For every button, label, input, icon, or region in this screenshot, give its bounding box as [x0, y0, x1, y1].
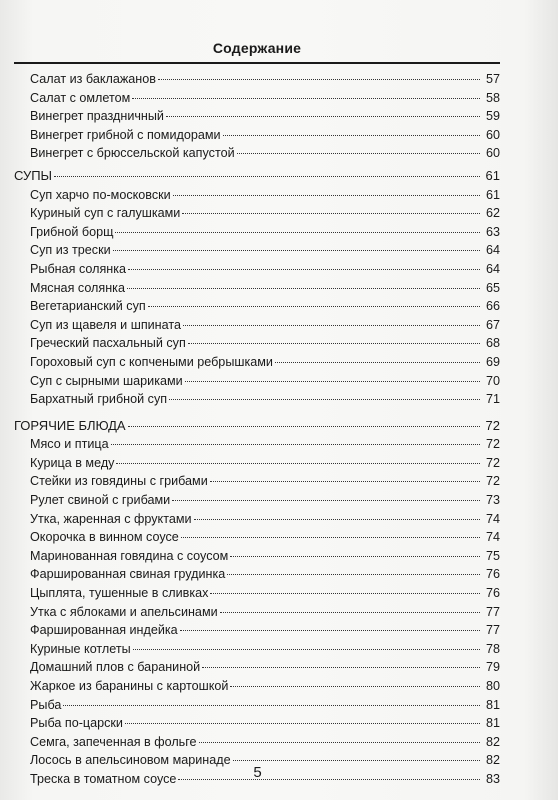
toc-entry-page: 83: [485, 771, 500, 786]
toc-entry-page: 72: [485, 437, 500, 452]
toc-entry: [14, 528, 500, 547]
toc-entry: [14, 70, 500, 89]
toc-entry-page: 78: [485, 641, 500, 656]
toc-entry-title: Рыбная солянка: [30, 261, 127, 276]
toc-entry-title: Куриные котлеты: [30, 641, 131, 656]
toc-entry-page: 76: [485, 586, 500, 601]
toc-entry-title: Мясо и птица: [30, 437, 109, 452]
dot-leader: [237, 153, 480, 154]
toc-entry: [14, 677, 500, 696]
toc-entry-title: Фаршированная свиная грудинка: [30, 567, 226, 582]
toc-entry-page: 72: [485, 455, 500, 470]
page-number: 5: [253, 764, 262, 781]
table-of-contents: [14, 70, 500, 789]
toc-entry-title: ГОРЯЧИЕ БЛЮДА: [14, 417, 126, 433]
toc-section: [14, 167, 500, 186]
page-title: Содержание: [212, 40, 302, 56]
toc-entry-title: Курица в меду: [30, 455, 115, 470]
dot-leader: [111, 444, 480, 445]
toc-entry-title: Цыплята, тушенные в сливках: [30, 586, 209, 601]
toc-entry-title: Вегетарианский суп: [30, 299, 146, 314]
toc-entry-page: 68: [485, 336, 500, 351]
toc-entry-page: 70: [485, 373, 500, 388]
toc-entry: [14, 241, 500, 260]
toc-entry-page: 66: [485, 299, 500, 314]
toc-entry-page: 75: [485, 548, 500, 563]
toc-entry-title: Рыба: [30, 697, 62, 712]
toc-entry-title: Утка с яблоками и апельсинами: [30, 604, 218, 619]
toc-entry: [14, 144, 500, 163]
dot-leader: [275, 362, 480, 363]
toc-entry-title: Гороховый суп с копчеными ребрышками: [30, 354, 273, 369]
toc-entry-page: 62: [485, 206, 500, 221]
dot-leader: [128, 426, 480, 427]
dot-leader: [125, 723, 480, 724]
dot-leader: [148, 306, 480, 307]
toc-entry-page: 60: [485, 127, 500, 142]
dot-leader: [220, 612, 480, 613]
dot-leader: [158, 79, 480, 80]
dot-leader: [63, 705, 480, 706]
toc-entry-title: Суп из щавеля и шпината: [30, 317, 181, 332]
toc-entry-page: 72: [485, 474, 500, 489]
toc-entry-title: Мясная солянка: [30, 280, 125, 295]
toc-entry: [14, 223, 500, 242]
dot-leader: [227, 574, 480, 575]
dot-leader: [169, 399, 480, 400]
dot-leader: [128, 269, 480, 270]
dot-leader: [202, 667, 480, 668]
toc-entry-page: 76: [485, 567, 500, 582]
toc-entry: [14, 510, 500, 529]
toc-entry: [14, 260, 500, 279]
toc-entry: [14, 696, 500, 715]
dot-leader: [194, 519, 480, 520]
dot-leader: [127, 288, 480, 289]
dot-leader: [116, 463, 480, 464]
toc-entry: [14, 107, 500, 126]
toc-entry-title: Домашний плов с бараниной: [30, 660, 201, 675]
dot-leader: [133, 649, 480, 650]
dot-leader: [183, 325, 480, 326]
toc-entry-title: Винегрет праздничный: [30, 109, 164, 124]
toc-entry-title: Салат из баклажанов: [30, 72, 156, 86]
toc-entry-page: 67: [485, 317, 500, 332]
toc-entry-page: 71: [485, 392, 500, 407]
toc-entry: [14, 714, 500, 733]
toc-entry-page: 69: [485, 354, 500, 369]
toc-entry: [14, 547, 500, 566]
toc-entry-title: Винегрет грибной с помидорами: [30, 127, 221, 142]
toc-entry-page: 77: [485, 623, 500, 638]
toc-entry-page: 74: [485, 530, 500, 545]
toc-entry-page: 77: [485, 604, 500, 619]
toc-entry: [14, 353, 500, 372]
toc-entry-title: Фаршированная индейка: [30, 623, 178, 638]
toc-entry: [14, 435, 500, 454]
toc-entry-title: Салат с омлетом: [30, 90, 131, 105]
toc-entry-page: 72: [485, 417, 500, 433]
dot-leader: [210, 481, 480, 482]
toc-entry-title: Рыба по-царски: [30, 716, 123, 731]
toc-entry-page: 61: [485, 187, 500, 202]
toc-entry-title: Стейки из говядины с грибами: [30, 474, 208, 489]
toc-entry-page: 59: [485, 109, 500, 124]
toc-entry-page: 79: [485, 660, 500, 675]
toc-entry-title: Утка, жаренная с фруктами: [30, 511, 192, 526]
toc-entry: [14, 89, 500, 108]
toc-entry: [14, 279, 500, 298]
toc-entry-title: Треска в томатном соусе: [30, 771, 177, 786]
toc-entry: [14, 126, 500, 145]
toc-entry-page: 60: [485, 146, 500, 161]
dot-leader: [115, 232, 480, 233]
toc-entry: [14, 733, 500, 752]
toc-entry-title: Рулет свиной с грибами: [30, 493, 171, 508]
dot-leader: [181, 537, 480, 538]
toc-entry: [14, 297, 500, 316]
dot-leader: [199, 742, 480, 743]
toc-entry-page: 74: [485, 511, 500, 526]
toc-entry-page: 73: [485, 493, 500, 508]
dot-leader: [132, 98, 480, 99]
dot-leader: [182, 213, 480, 214]
toc-entry-title: Винегрет с брюссельской капустой: [30, 146, 235, 161]
toc-entry-page: 61: [485, 167, 500, 183]
toc-entry-page: 81: [485, 716, 500, 731]
header-rule: [14, 62, 500, 64]
toc-entry: [14, 204, 500, 223]
dot-leader: [185, 381, 480, 382]
dot-leader: [54, 176, 480, 177]
toc-entry-title: Окорочка в винном соусе: [30, 530, 179, 545]
dot-leader: [180, 630, 480, 631]
toc-entry-title: Греческий пасхальный суп: [30, 336, 186, 351]
toc-entry: [14, 454, 500, 473]
toc-entry-title: Суп из трески: [30, 243, 111, 258]
toc-entry: [14, 472, 500, 491]
dot-leader: [188, 343, 480, 344]
toc-entry-title: Маринованная говядина с соусом: [30, 548, 229, 563]
toc-entry-title: Куриный суп с галушками: [30, 206, 181, 221]
dot-leader: [113, 250, 480, 251]
dot-leader: [230, 556, 480, 557]
toc-entry-title: Лосось в апельсиновом маринаде: [30, 753, 231, 768]
dot-leader: [210, 593, 480, 594]
toc-entry-page: 64: [485, 243, 500, 258]
toc-entry: [14, 372, 500, 391]
toc-entry-title: Грибной борщ: [30, 224, 114, 239]
toc-entry-page: 65: [485, 280, 500, 295]
toc-entry: [14, 658, 500, 677]
toc-entry: [14, 491, 500, 510]
toc-entry: [14, 334, 500, 353]
toc-entry-page: 82: [485, 734, 500, 749]
toc-entry-page: 64: [485, 261, 500, 276]
dot-leader: [173, 195, 480, 196]
toc-entry-page: 58: [485, 90, 500, 105]
toc-entry-page: 57: [485, 72, 500, 86]
toc-entry-page: 81: [485, 697, 500, 712]
toc-entry: [14, 390, 500, 409]
dot-leader: [230, 686, 480, 687]
toc-entry-page: 80: [485, 679, 500, 693]
toc-entry: [14, 565, 500, 584]
toc-entry-title: СУПЫ: [14, 167, 53, 183]
toc-entry-title: Суп с сырными шариками: [30, 373, 183, 388]
toc-section: [14, 417, 500, 436]
toc-entry: [14, 621, 500, 640]
toc-entry-page: 63: [485, 224, 500, 239]
dot-leader: [233, 760, 480, 761]
toc-entry-title: Жаркое из баранины с картошкой: [30, 679, 229, 693]
toc-entry-title: Суп харчо по-московски: [30, 187, 171, 202]
toc-entry-title: Семга, запеченная в фольге: [30, 734, 197, 749]
toc-entry: [14, 640, 500, 659]
dot-leader: [172, 500, 480, 501]
toc-entry: [14, 186, 500, 205]
dot-leader: [166, 116, 480, 117]
toc-entry: [14, 316, 500, 335]
toc-entry-page: 82: [485, 753, 500, 768]
toc-entry: [14, 603, 500, 622]
dot-leader: [223, 135, 480, 136]
toc-entry-title: Бархатный грибной суп: [30, 392, 168, 407]
toc-entry: [14, 584, 500, 603]
